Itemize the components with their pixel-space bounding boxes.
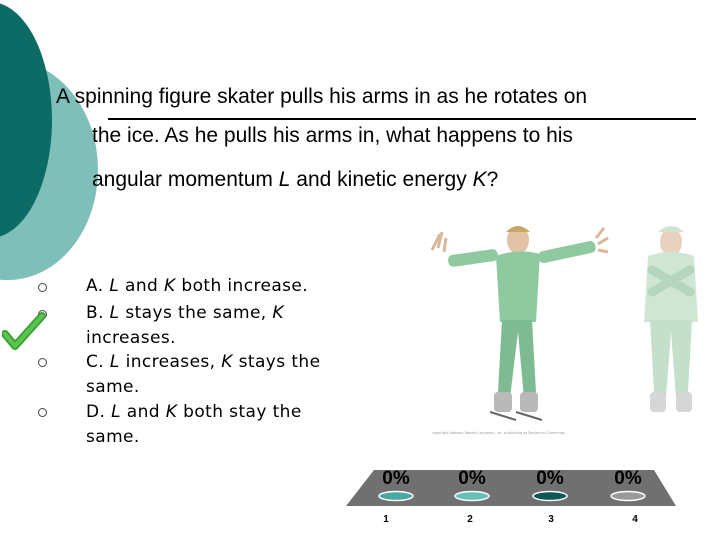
option-d-label: D.	[86, 402, 112, 422]
option-b-label: B.	[86, 303, 110, 323]
option-d[interactable]	[86, 400, 348, 449]
option-a[interactable]	[86, 274, 348, 299]
question-text: angular momentum	[92, 168, 279, 191]
poll-pad-3	[533, 492, 567, 501]
option-bullet-icon[interactable]	[38, 283, 47, 292]
option-a-label: A.	[86, 276, 110, 296]
option-a-text: both increase.	[175, 276, 309, 296]
skater-illustration	[428, 222, 720, 438]
option-c-text: increases,	[119, 352, 222, 372]
option-b-text: increases.	[86, 327, 176, 348]
skater-arms-in	[644, 226, 698, 412]
symbol-L: L	[109, 303, 120, 323]
option-d-text: both stay the same.	[86, 402, 302, 447]
skater-arms-out	[432, 226, 608, 420]
option-c-text: stays the same.	[86, 352, 321, 397]
question-underline	[108, 118, 696, 120]
poll-percent-1: 0%	[382, 468, 410, 489]
symbol-L: L	[109, 352, 120, 372]
poll-number-3: 3	[548, 514, 554, 525]
question-text: and kinetic energy	[290, 168, 473, 191]
option-a-text: and	[119, 276, 165, 296]
question-line-2: the ice. As he pulls his arms in, what happens to his	[92, 124, 573, 147]
poll-percent-2: 0%	[458, 468, 486, 489]
symbol-K: K	[165, 402, 178, 422]
symbol-K: K	[221, 352, 233, 372]
symbol-L: L	[111, 402, 121, 422]
poll-pad-2	[455, 492, 489, 501]
question-line-1: A spinning figure skater pulls his arms in as he rotates on	[56, 85, 588, 108]
poll-percent-4: 0%	[614, 468, 642, 489]
option-c[interactable]	[86, 350, 348, 399]
option-c-label: C.	[86, 352, 110, 372]
symbol-K: K	[164, 276, 176, 296]
poll-number-1: 1	[383, 514, 389, 525]
question-text: ?	[486, 168, 499, 191]
symbol-L: L	[278, 168, 291, 191]
symbol-K: K	[272, 303, 284, 323]
option-b-text: stays the same,	[119, 303, 273, 323]
symbol-L: L	[109, 276, 120, 296]
option-bullet-icon[interactable]	[38, 358, 47, 367]
poll-percent-3: 0%	[536, 468, 564, 489]
option-d-text: and	[120, 402, 166, 422]
poll-pad-4	[611, 492, 645, 501]
option-b[interactable]	[86, 301, 348, 350]
poll-number-2: 2	[467, 514, 473, 525]
image-caption: copyright Addison Wesley Longman, Inc. publishing as Benjamin Cummings	[432, 431, 565, 435]
poll-number-4: 4	[632, 514, 638, 525]
poll-pad-1	[379, 492, 413, 501]
symbol-K: K	[472, 168, 487, 191]
option-bullet-icon[interactable]	[38, 408, 47, 417]
checkmark-icon	[2, 312, 46, 352]
question-line-3	[92, 168, 498, 192]
